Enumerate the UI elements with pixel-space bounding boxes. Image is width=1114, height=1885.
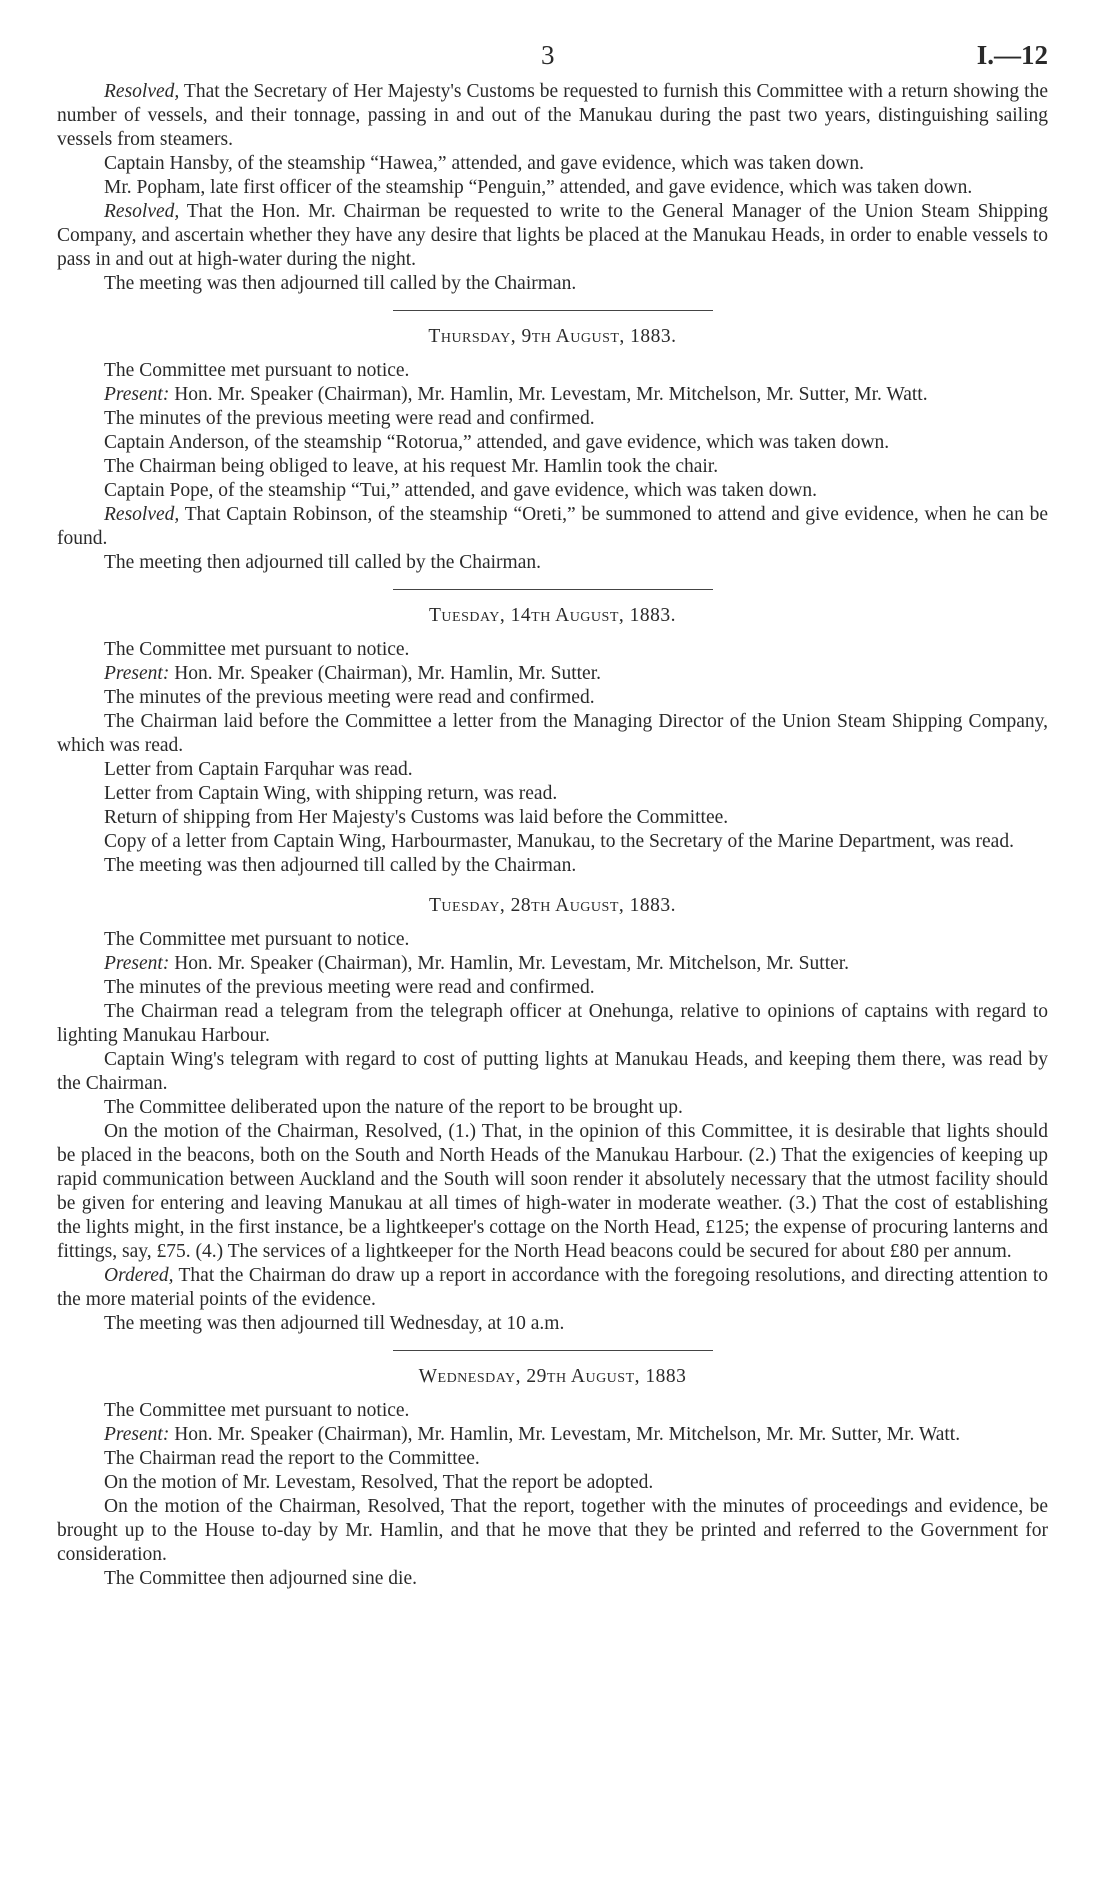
minutes-section-aug-28 [57,894,1048,1336]
paragraph: Ordered, That the Chairman do draw up a report in accordance with the foregoing resolutions, and directing attention to the more material points of the evidence. [57,1265,1048,1310]
section-date-heading: Tuesday, 14th August, 1883. [429,605,676,626]
document-reference: I.—12 [976,40,1048,70]
minutes-section-aug-29 [57,1365,1048,1591]
paragraph: The meeting was then adjourned till called by the Chairman. [104,855,577,876]
paragraph [57,152,1048,176]
paragraph: The meeting was then adjourned till Wednesday, at 10 a.m. [104,1313,565,1334]
paragraph: The minutes of the previous meeting were read and confirmed. [104,687,595,708]
paragraph-lead: Present: [104,953,170,974]
paragraph: Letter from Captain Wing, with shipping return, was read. [104,783,558,804]
minutes-section-aug-14 [57,604,1048,878]
page-number: 3 [541,40,555,70]
paragraph: Present: Hon. Mr. Speaker (Chairman), Mr. Hamlin, Mr. Levestam, Mr. Mitchelson, Mr. Sutter. [104,953,850,974]
paragraph: The Committee then adjourned sine die. [104,1568,417,1589]
paragraph: Resolved, That Captain Robinson, of the steamship “Oreti,” be summoned to attend and give evidence, when he can be found. [57,504,1048,549]
section-divider [393,589,713,590]
paragraph-text: The meeting was then adjourned till called by the Chairman. [104,273,577,294]
paragraph: The minutes of the previous meeting were read and confirmed. [104,408,595,429]
paragraph-lead: Present: [104,663,170,684]
paragraph: The Committee deliberated upon the nature of the report to be brought up. [104,1097,683,1118]
minutes-section-aug-9 [57,325,1048,575]
spacer [57,878,1048,884]
paragraph: The Committee met pursuant to notice. [104,360,410,381]
paragraph-text: Mr. Popham, late first officer of the steamship “Penguin,” attended, and gave evidence, which was taken down. [104,177,973,198]
paragraph: Present: Hon. Mr. Speaker (Chairman), Mr. Hamlin, Mr. Levestam, Mr. Mitchelson, Mr. Sutter, Mr. Watt. [104,384,928,405]
paragraph-lead: Resolved, [104,504,180,525]
section-date-heading: Thursday, 9th August, 1883. [428,326,677,347]
paragraph: Captain Pope, of the steamship “Tui,” attended, and gave evidence, which was taken down. [104,480,818,501]
paragraph [57,272,1048,296]
paragraph-lead: Present: [104,384,170,405]
section-date-heading: Wednesday, 29th August, 1883 [418,1366,687,1387]
paragraph-lead: Resolved, [104,201,180,222]
section-divider [393,1350,713,1351]
paragraph: Captain Anderson, of the steamship “Rotorua,” attended, and gave evidence, which was taken down. [104,432,890,453]
paragraph [57,176,1048,200]
paragraph: The Chairman read the report to the Committee. [104,1448,480,1469]
document-page [57,40,1048,1591]
paragraph-text: Captain Hansby, of the steamship “Hawea,” attended, and gave evidence, which was taken down. [104,153,865,174]
paragraph: The Chairman read a telegram from the telegraph officer at Onehunga, relative to opinions of captains with regard to lighting Manukau Harbour. [57,1001,1048,1046]
page-header [57,40,1048,80]
paragraph [57,200,1048,272]
paragraph: On the motion of the Chairman, Resolved, (1.) That, in the opinion of this Committee, it is desirable that lights should be placed in the beacons, both on the South and North Heads of the Manukau Harbour. (2.) That the exigencies of keeping up rapid communication between Auckland and the South will soon render it absolutely necessary that the utmost facility should be given for entering and leaving Manukau at all times of high-water in moderate weather. (3.) That the cost of establishing the lights might, in the first instance, be a lightkeeper's cottage on the North Head, £125; the expense of procuring lanterns and fittings, say, £75. (4.) The services of a lightkeeper for the North Head beacons could be secured for about £80 per annum. [57,1121,1048,1262]
section-date-heading: Tuesday, 28th August, 1883. [429,895,676,916]
paragraph [57,80,1048,152]
paragraph: The minutes of the previous meeting were read and confirmed. [104,977,595,998]
paragraph: Captain Wing's telegram with regard to cost of putting lights at Manukau Heads, and keeping them there, was read by the Chairman. [57,1049,1048,1094]
paragraph: The Chairman being obliged to leave, at his request Mr. Hamlin took the chair. [104,456,719,477]
paragraph: The meeting then adjourned till called by the Chairman. [104,552,541,573]
paragraph: Return of shipping from Her Majesty's Customs was laid before the Committee. [104,807,729,828]
paragraph: Copy of a letter from Captain Wing, Harbourmaster, Manukau, to the Secretary of the Marine Department, was read. [104,831,1014,852]
paragraph: The Committee met pursuant to notice. [104,929,410,950]
paragraph: Letter from Captain Farquhar was read. [104,759,413,780]
paragraph-text: That the Secretary of Her Majesty's Customs be requested to furnish this Committee with a return showing the number of vessels, and their tonnage, passing in and out of the Manukau during the past two years, distinguishing sailing vessels from steamers. [57,81,1048,150]
paragraph: Present: Hon. Mr. Speaker (Chairman), Mr. Hamlin, Mr. Sutter. [104,663,602,684]
paragraph: On the motion of Mr. Levestam, Resolved, That the report be adopted. [104,1472,654,1493]
paragraph: On the motion of the Chairman, Resolved, That the report, together with the minutes of proceedings and evidence, be brought up to the House to-day by Mr. Hamlin, and that he move that they be printed and referred to the Government for consideration. [57,1496,1048,1565]
paragraph: The Committee met pursuant to notice. [104,639,410,660]
section-divider [393,310,713,311]
paragraph-lead: Ordered, [104,1265,174,1286]
intro-section [57,80,1048,296]
paragraph-lead: Resolved, [104,81,180,102]
paragraph-text: That the Hon. Mr. Chairman be requested to write to the General Manager of the Union Steam Shipping Company, and ascertain whether they have any desire that lights be placed at the Manukau Heads, in order to enable vessels to pass in and out at high-water during the night. [57,201,1048,270]
paragraph: The Committee met pursuant to notice. [104,1400,410,1421]
paragraph: The Chairman laid before the Committee a letter from the Managing Director of the Union Steam Shipping Company, which was read. [57,711,1048,756]
paragraph: Present: Hon. Mr. Speaker (Chairman), Mr. Hamlin, Mr. Levestam, Mr. Mitchelson, Mr. Mr. Sutter, Mr. Watt. [104,1424,961,1445]
paragraph-lead: Present: [104,1424,170,1445]
